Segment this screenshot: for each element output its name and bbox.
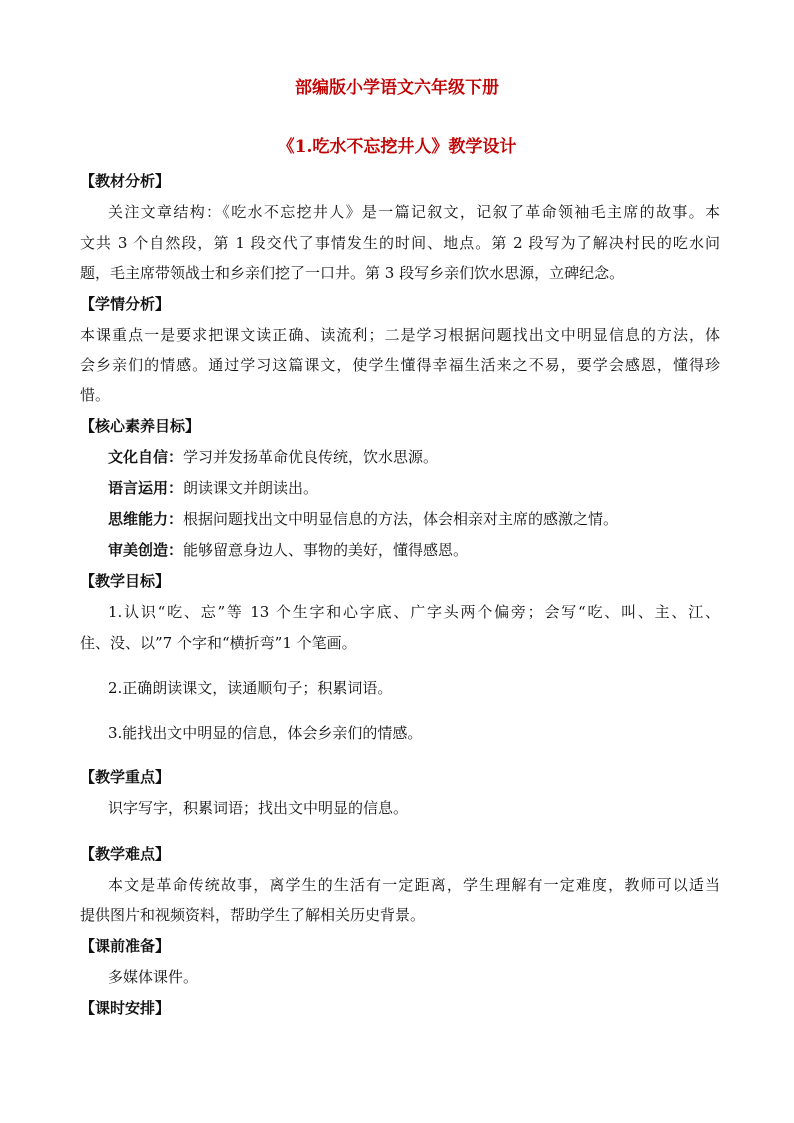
section-heading-difficulties: 【教学难点】 xyxy=(80,845,171,863)
literacy-item-thinking xyxy=(108,508,720,530)
literacy-item-text: 学习并发扬革命优良传统，饮水思源。 xyxy=(183,448,439,466)
section-heading-schedule: 【课时安排】 xyxy=(80,999,171,1017)
section-heading-textbook-analysis: 【教材分析】 xyxy=(80,172,171,190)
paragraph-line: 本课重点一是要求把课文读正确、读流利；二是学习根据问题找出文中明显信息的方法，体 xyxy=(80,326,720,344)
paragraph-line: 提供图片和视频资料，帮助学生了解相关历史背景。 xyxy=(80,906,426,924)
paragraph-line: 关注文章结构：《吃水不忘挖井人》是一篇记叙文，记叙了革命领袖毛主席的故事。本 xyxy=(108,203,720,221)
paragraph-line: 本文是革命传统故事，离学生的生活有一定距离，学生理解有一定难度，教师可以适当 xyxy=(108,876,720,894)
literacy-item-label: 思维能力： xyxy=(108,510,184,528)
paragraph-line: 惜。 xyxy=(80,386,111,404)
literacy-item-text: 根据问题找出文中明显信息的方法，体会相亲对主席的感激之情。 xyxy=(183,510,619,528)
goal-3: 3.能找出文中明显的信息，体会乡亲们的情感。 xyxy=(108,724,423,742)
section-heading-key-points: 【教学重点】 xyxy=(80,768,171,786)
literacy-item-text: 能够留意身边人、事物的美好，懂得感恩。 xyxy=(183,541,469,559)
paragraph-line: 文共 3 个自然段，第 1 段交代了事情发生的时间、地点。第 2 段写为了解决村民的吃水问 xyxy=(80,234,720,252)
document-title: 部编版小学语文六年级下册 xyxy=(295,78,499,98)
literacy-item-text: 朗读课文并朗读出。 xyxy=(183,479,319,497)
literacy-item-label: 文化自信： xyxy=(108,448,184,466)
goal-1-line: 住、没、以”7 个字和“横折弯”1 个笔画。 xyxy=(80,634,357,652)
section-heading-teaching-goals: 【教学目标】 xyxy=(80,572,171,590)
literacy-item-language xyxy=(108,477,720,499)
literacy-item-aesthetic xyxy=(108,539,720,561)
literacy-item-culture xyxy=(108,446,720,468)
literacy-item-label: 语言运用： xyxy=(108,479,184,497)
paragraph-line: 会乡亲们的情感。通过学习这篇课文，使学生懂得幸福生活来之不易，要学会感恩，懂得珍 xyxy=(80,356,720,374)
goal-1-line: 1.认识“吃、忘”等 13 个生字和心字底、广字头两个偏旁；会写“吃、叫、主、江、 xyxy=(108,603,720,621)
goal-2: 2.正确朗读课文，读通顺句子；积累词语。 xyxy=(108,679,393,697)
paragraph-line: 题，毛主席带领战士和乡亲们挖了一口井。第 3 段写乡亲们饮水思源，立碑纪念。 xyxy=(80,264,625,282)
preparation-text: 多媒体课件。 xyxy=(108,968,199,986)
literacy-item-label: 审美创造： xyxy=(108,541,184,559)
section-heading-preparation: 【课前准备】 xyxy=(80,937,171,955)
section-heading-core-literacy: 【核心素养目标】 xyxy=(80,417,201,435)
section-heading-learner-analysis: 【学情分析】 xyxy=(80,295,171,313)
document-subtitle: 《1.吃水不忘挖井人》教学设计 xyxy=(277,137,517,157)
key-points-text: 识字写字，积累词语；找出文中明显的信息。 xyxy=(108,799,409,817)
